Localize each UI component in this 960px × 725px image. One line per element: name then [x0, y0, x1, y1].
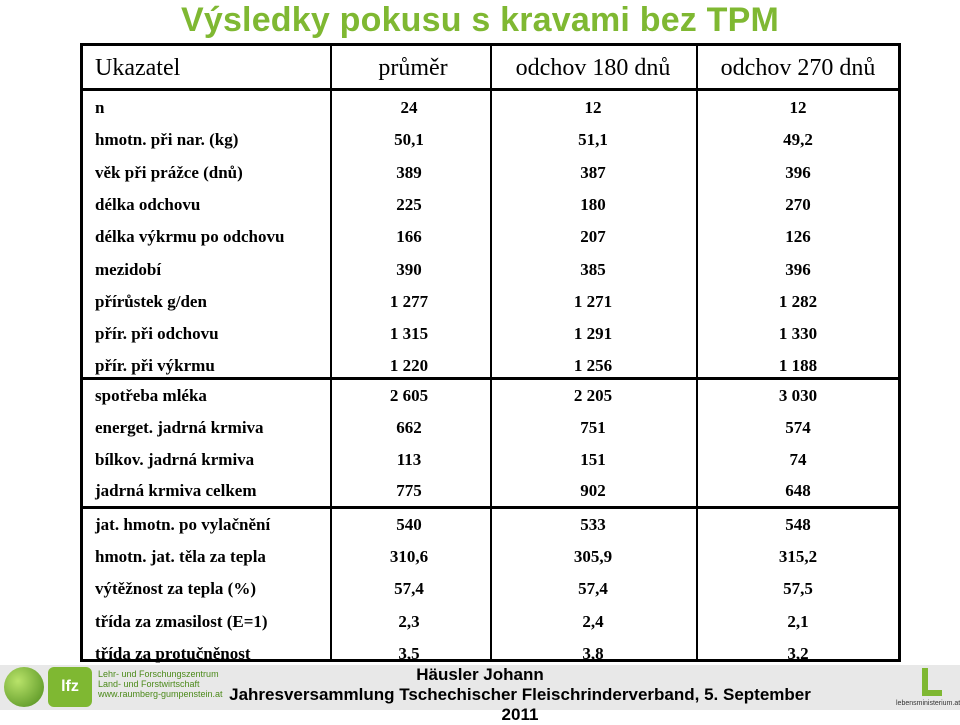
cell-value: 2 205: [573, 386, 613, 405]
cell-value: 3,2: [787, 643, 809, 663]
table-row: [83, 157, 898, 189]
cell-value: 3 030: [778, 386, 818, 405]
row-label: přír. při odchovu: [95, 324, 219, 344]
cell-value: 1 220: [389, 356, 429, 376]
cell-value: 2 605: [389, 386, 429, 405]
cell-value: 1 271: [573, 291, 613, 311]
table-row: [83, 124, 898, 156]
cell-value: 3,8: [582, 643, 604, 663]
cell-value: 57,4: [578, 579, 608, 599]
table-row: [83, 380, 898, 412]
cell-value: 74: [789, 449, 807, 469]
row-label: spotřeba mléka: [95, 386, 207, 405]
table-row: [83, 475, 898, 507]
cell-value: 751: [580, 417, 606, 437]
cell-value: 225: [396, 194, 422, 214]
cell-value: 24: [400, 98, 418, 117]
cell-value: 270: [785, 194, 811, 214]
table-row: [83, 286, 898, 318]
cell-value: 662: [396, 417, 422, 437]
cell-value: 1 282: [778, 291, 818, 311]
lfz-logo-line: Land- und Forstwirtschaft: [98, 679, 200, 689]
cell-value: 2,1: [787, 611, 809, 631]
table-row: [83, 509, 898, 541]
cell-value: 540: [396, 515, 422, 534]
row-label: třída za protučněnost: [95, 643, 251, 663]
cell-value: 305,9: [573, 547, 613, 567]
row-label: délka výkrmu po odchovu: [95, 227, 285, 247]
cell-value: 1 256: [573, 356, 613, 376]
row-label: třída za zmasilost (E=1): [95, 611, 268, 631]
cell-value: 396: [785, 259, 811, 279]
table-row: [83, 412, 898, 444]
table-row: [83, 254, 898, 286]
row-label: jadrná krmiva celkem: [95, 481, 257, 501]
cell-value: 310,6: [389, 547, 429, 567]
row-label: hmotn. jat. těla za tepla: [95, 547, 266, 567]
cell-value: 151: [580, 449, 606, 469]
cell-value: 49,2: [783, 130, 813, 150]
row-label: délka odchovu: [95, 194, 201, 214]
cell-value: 315,2: [778, 547, 818, 567]
row-label: n: [95, 98, 105, 117]
slide-title: Výsledky pokusu s kravami bez TPM: [180, 1, 780, 39]
table-row: [83, 189, 898, 221]
header-odchov-270: odchov 270 dnů: [720, 55, 876, 81]
lebensministerium-logo-text: lebensministerium.at: [896, 700, 960, 707]
cell-value: 1 188: [778, 356, 818, 376]
lebensministerium-logo-icon: [922, 668, 942, 696]
footer-author: Häusler Johann: [416, 665, 544, 684]
cell-value: 648: [785, 481, 811, 501]
cell-value: 2,4: [582, 611, 604, 631]
row-label: věk při prážce (dnů): [95, 162, 243, 182]
row-label: mezidobí: [95, 259, 162, 279]
cell-value: 12: [789, 98, 807, 117]
cell-value: 207: [580, 227, 606, 247]
cell-value: 1 315: [389, 324, 429, 344]
cell-value: 57,4: [394, 579, 424, 599]
row-label: bílkov. jadrná krmiva: [95, 449, 255, 469]
row-label: výtěžnost za tepla (%): [95, 579, 256, 599]
cell-value: 390: [396, 259, 422, 279]
cell-value: 50,1: [394, 130, 424, 150]
cell-value: 389: [396, 162, 422, 182]
cell-value: 1 330: [778, 324, 818, 344]
header-prumer: průměr: [378, 55, 448, 81]
cell-value: 775: [396, 481, 422, 501]
cell-value: 396: [785, 162, 811, 182]
cell-value: 126: [785, 227, 811, 247]
cell-value: 385: [580, 259, 606, 279]
results-table: [80, 43, 901, 662]
table-row: [83, 92, 898, 124]
cell-value: 2,3: [398, 611, 420, 631]
cell-value: 12: [584, 98, 602, 117]
table-row: [83, 318, 898, 350]
cell-value: 113: [396, 449, 422, 469]
cell-value: 57,5: [783, 579, 813, 599]
cell-value: 574: [785, 417, 811, 437]
cell-value: 533: [580, 515, 606, 534]
row-label: přírůstek g/den: [95, 291, 207, 311]
row-label: hmotn. při nar. (kg): [95, 130, 239, 150]
table-row: [83, 350, 898, 382]
table-row: [83, 541, 898, 573]
lfz-logo: lfz: [48, 667, 92, 707]
row-label: energet. jadrná krmiva: [95, 417, 264, 437]
table-row: [83, 606, 898, 638]
cell-value: 180: [580, 194, 606, 214]
row-label: přír. při výkrmu: [95, 356, 215, 376]
row-label: jat. hmotn. po vylačnění: [95, 515, 271, 534]
cell-value: 1 277: [389, 291, 429, 311]
table-row: [83, 573, 898, 605]
cell-value: 387: [580, 162, 606, 182]
lfz-logo-line: Lehr- und Forschungszentrum: [98, 669, 219, 679]
cell-value: 1 291: [573, 324, 613, 344]
footer-event: Jahresversammlung Tschechischer Fleischrinderverband, 5. September 2011: [229, 685, 811, 724]
header-odchov-180: odchov 180 dnů: [515, 55, 671, 81]
header-ukazatel: Ukazatel: [95, 55, 181, 81]
cell-value: 548: [785, 515, 811, 534]
lfz-logo-line: www.raumberg-gumpenstein.at: [98, 689, 223, 699]
cell-value: 51,1: [578, 130, 608, 150]
table-row: [83, 444, 898, 476]
cell-value: 902: [580, 481, 606, 501]
cell-value: 166: [396, 227, 422, 247]
cell-value: 3,5: [398, 643, 420, 663]
table-row: [83, 221, 898, 253]
